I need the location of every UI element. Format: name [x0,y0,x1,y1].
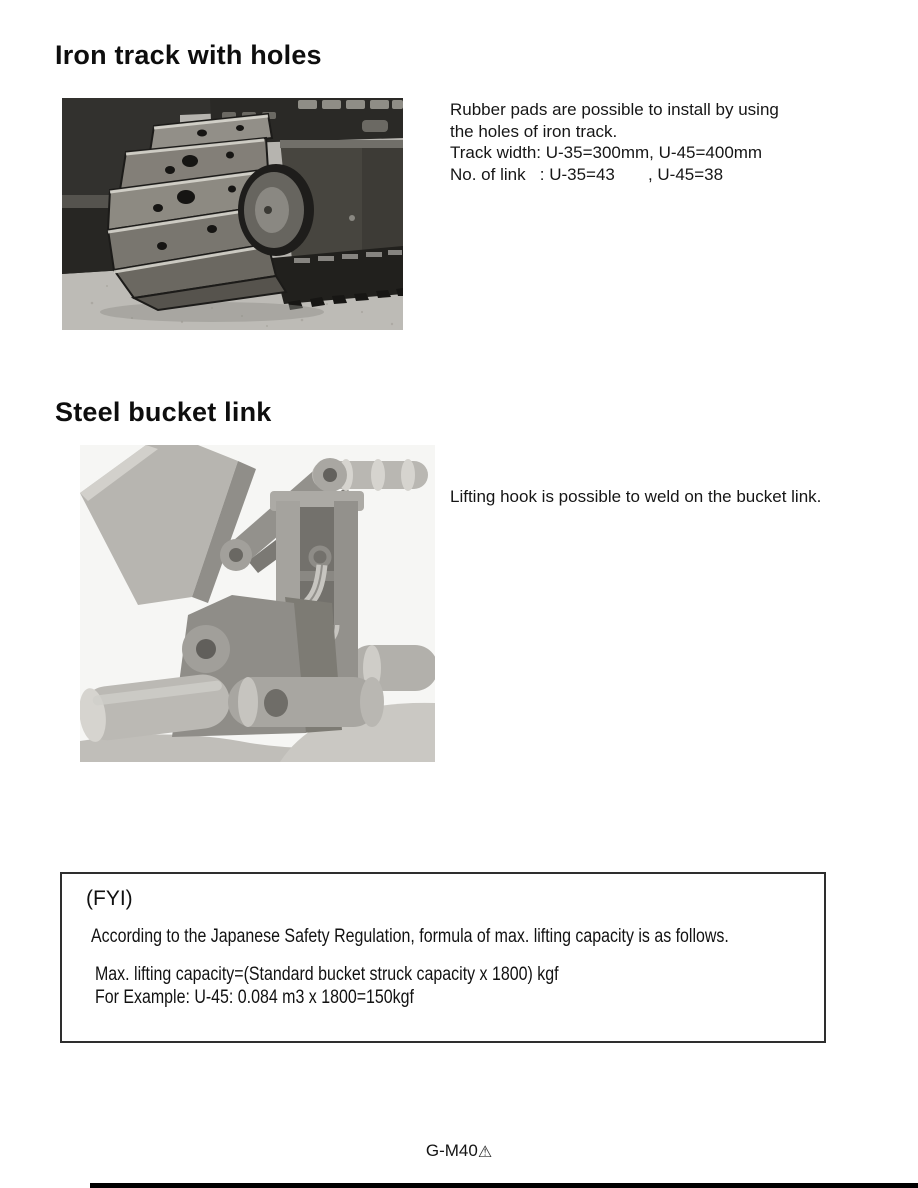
bucket-link-caption [450,486,821,508]
page-footer [0,1141,918,1162]
bucket-link-photo [80,445,435,762]
fyi-intro-text: According to the Japanese Safety Regulation, formula of max. lifting capacity is as follows. [91,926,729,947]
caption-line: Lifting hook is possible to weld on the bucket link. [450,487,822,506]
page-code: G-M40 [425,1141,478,1160]
iron-track-photo [62,98,403,330]
iron-track-section-title: Iron track with holes [55,40,322,70]
caption-line: No. of link : U-35=43 , U-45=38 [450,164,724,184]
fyi-box [60,872,826,1043]
scan-edge-bar [90,1183,918,1188]
fyi-example-text: For Example: U-45: 0.084 m3 x 1800=150kgf [95,987,414,1008]
warning-triangle-icon: ⚠ [477,1144,493,1161]
caption-line: Track width: U-35=300mm, U-45=400mm [450,143,763,162]
iron-track-illustration [62,98,403,330]
fyi-formula-text: Max. lifting capacity=(Standard bucket struck capacity x 1800) kgf [95,964,559,985]
fyi-heading: (FYI) [86,887,133,910]
caption-line: Rubber pads are possible to install by using [450,100,779,119]
iron-track-caption [450,99,779,185]
bucket-link-illustration [80,445,435,762]
caption-line: the holes of iron track. [450,121,618,141]
steel-bucket-link-section-title: Steel bucket link [55,397,272,427]
